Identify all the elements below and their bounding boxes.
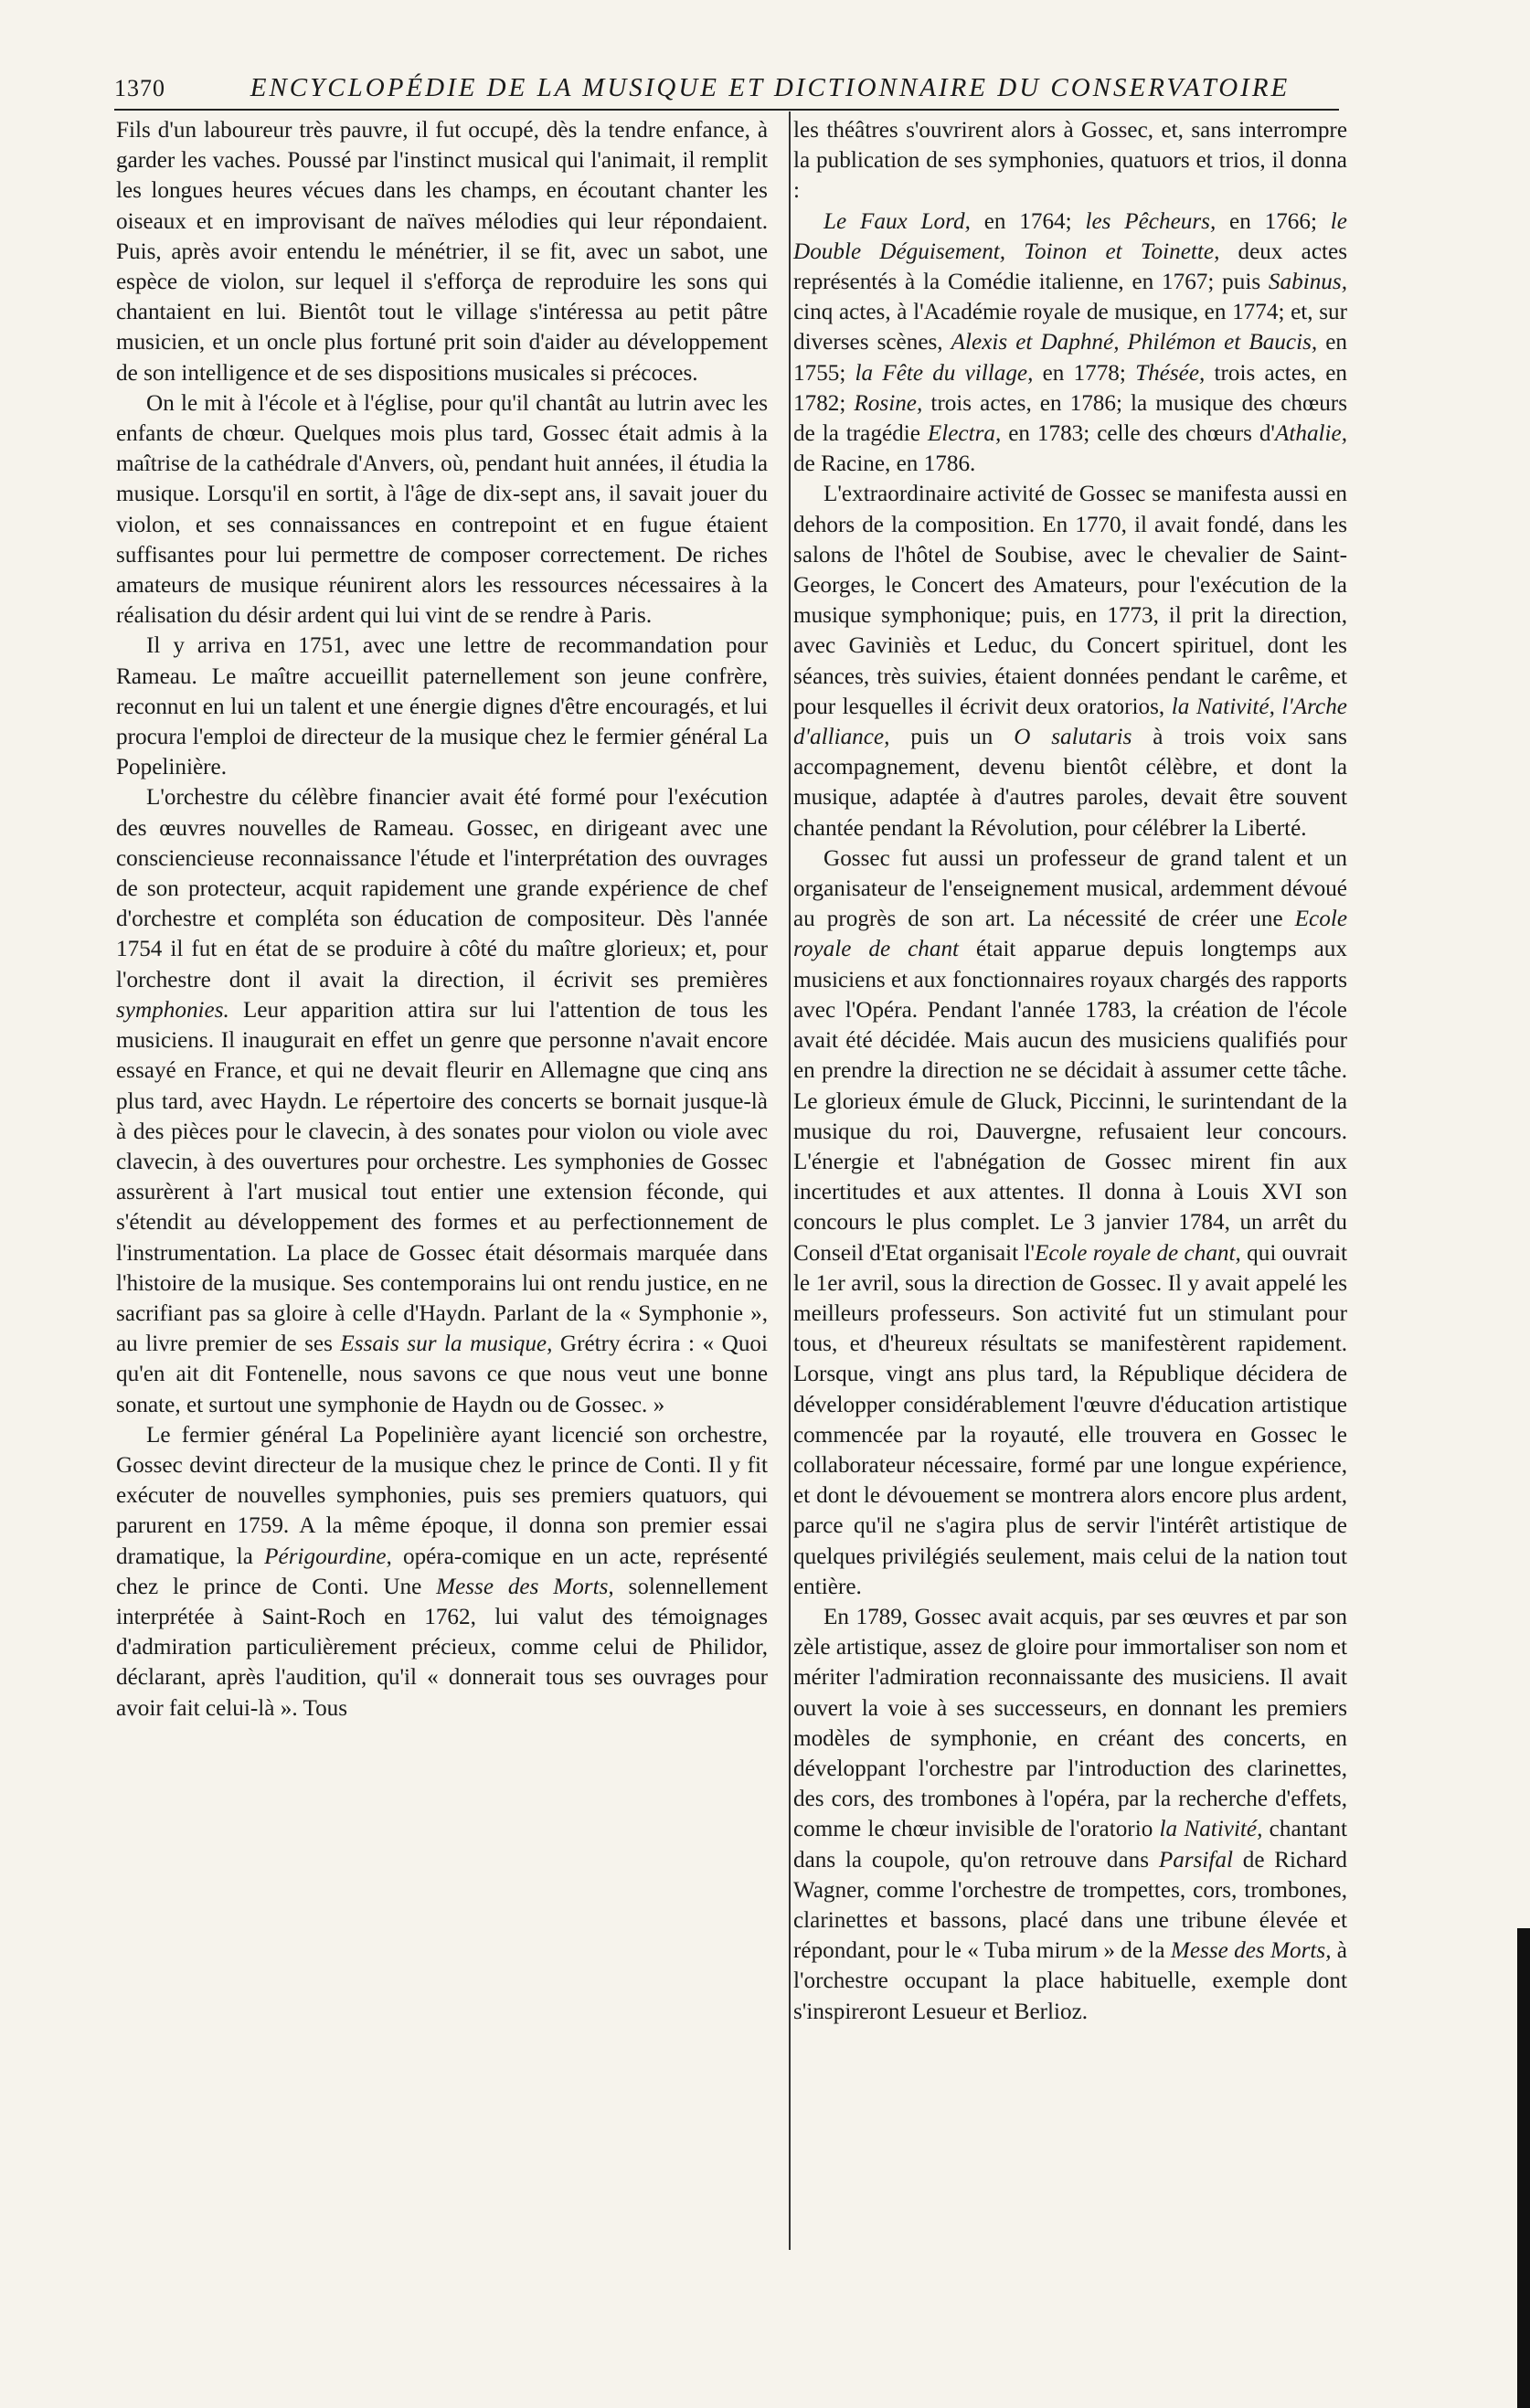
italic-title: Messe des Morts, (1170, 1938, 1332, 1964)
paragraph: On le mit à l'école et à l'église, pour qu'il chantât au lutrin avec les enfants de chœur. Quelques mois plus tard, Gossec était admis à la maîtrise de la cathédrale d'Anvers, où, pendant huit années, il étudia la musique. Lorsqu'il en sortit, à l'âge de dix-sept ans, il savait jouer du violon, et ses connaissances en contrepoint et en fugue étaient suffisantes pour lui permettre de composer correctement. De riches amateurs de musique réunirent alors les ressources nécessaires à la réalisation du désir ardent qui lui vint de se rendre à Paris. (116, 390, 768, 629)
italic-title: Rosine, (854, 390, 923, 416)
text-run: Gossec fut aussi un professeur de grand talent et un organisateur de l'enseignement musical, ardemment dévoué au progrès de son art. La nécessité de créer une (793, 845, 1347, 932)
column-divider (789, 111, 791, 2250)
text-run: de Racine, en 1786. (793, 451, 976, 477)
italic-title: Athalie, (1274, 421, 1348, 447)
italic-title: O salutaris (1014, 725, 1132, 750)
italic-title: Ecole royale de chant, (1035, 1240, 1241, 1266)
paragraph (116, 1420, 768, 1724)
text-run: qui ouvrait le 1er avril, sous la direction de Gossec. Il y avait appelé les meilleurs professeurs. Son activité fut un stimulant pour tous, et d'heureux résultats se manifestèrent rapidement. Lorsque, vingt ans plus tard, la République décidera de développer considérablement l'œuvre d'éducation artistique commencée par la royauté, elle trouvera en Gossec le collaborateur nécessaire, formé par une longue expérience, et dont le dévouement se montrera alors encore plus ardent, parce qu'il ne s'agira plus de servir l'intérêt artistique de quelques privilégiés seulement, mais celui de la nation tout entière. (793, 1240, 1347, 1599)
text-run: en 1766; (1216, 208, 1331, 234)
text-run: L'orchestre du célèbre financier avait été formé pour l'exécution des œuvres nouvelles de Rameau. Gossec, en dirigeant avec une consciencieuse reconnaissance l'étude et l'interprétation des ouvrages de son protecteur, acquit rapidement une grande expérience de chef d'orchestre et compléta son éducation de compositeur. Dès l'année 1754 il fut en état de se produire à côté du maître glorieux; et, pour l'orchestre dont il avait la direction, il écrivit ses premières (116, 785, 768, 992)
text-run: trois actes, en 1782; (793, 360, 1348, 416)
text-run: solennellement interprétée à Saint-Roch en 1762, lui valut des témoignages d'admiration particulièrement précieux, comme celui de Philidor, déclarant, après l'audition, qu'il « donnerait tous ses ouvrages pour avoir fait celui-là ». Tous (116, 1574, 768, 1721)
header-rule (114, 109, 1339, 111)
italic-title: les Pêcheurs, (1085, 208, 1217, 234)
text-run: en 1764; (970, 208, 1086, 234)
paragraph (793, 207, 1347, 480)
right-column (793, 115, 1347, 2027)
text-run: Le fermier général La Popelinière ayant licencié son orchestre, Gossec devint directeur de la musique chez le prince de Conti. Il y fit exécuter de nouvelles symphonies, puis ses premiers quatuors, qui parurent en 1759. A la même époque, il donna son premier essai dramatique, la (116, 1422, 768, 1569)
text-run: opéra-comique en un acte, représenté chez le prince de Conti. Une (116, 1543, 768, 1599)
paragraph: Fils d'un laboureur très pauvre, il fut occupé, dès la tendre enfance, à garder les vaches. Poussé par l'instinct musical qui l'animait, il remplit les longues heures vécues dans les champs, en écoutant chanter les oiseaux et en improvisant de naïves mélodies qui leur répondaient. Puis, après avoir entendu le ménétrier, il se fit, avec un sabot, une espèce de violon, sur lequel il s'efforça de reproduire les sons qui chantaient en lui. Bientôt tout le village s'intéressa au petit pâtre musicien, et un oncle plus fortuné prit soin d'aider au développement de son intelligence et de ses dispositions musicales si précoces. (116, 118, 768, 386)
text-run: en 1755; (793, 330, 1347, 386)
text-run: à trois voix sans accompagnement, devenu bientôt célèbre, et dont la musique, adaptée à d'autres paroles, devait être souvent chantée pendant la Révolution, pour célébrer la Liberté. (793, 725, 1347, 841)
italic-title: Parsifal (1158, 1847, 1233, 1872)
italic-title: le Double Déguisement, Toinon et Toinette, (793, 208, 1347, 264)
italic-title: Ecole royale de chant (793, 907, 1347, 962)
text-run: Grétry écrira : « Quoi qu'en ait dit Fontenelle, nous savons ce que nous veut une bonne sonate, et surtout une symphonie de Haydn ou de Gossec. » (116, 1331, 769, 1417)
text-run: deux actes représentés à la Comédie italienne, en 1767; puis (793, 239, 1347, 295)
italic-title: Electra, (927, 421, 1002, 447)
text-run: en 1783; celle des chœurs d' (1001, 421, 1275, 447)
text-run: En 1789, Gossec avait acquis, par ses œuvres et par son zèle artistique, assez de gloire pour immortaliser son nom et mériter l'admiration reconnaissante des musiciens. Il avait ouvert la voie à ses successeurs, en donnant les premiers modèles de symphonie, en créant des concerts, en développant l'orchestre par l'introduction des clarinettes, des cors, des trombones à l'opéra, par la recherche d'effets, comme le chœur invisible de l'oratorio (793, 1604, 1347, 1842)
italic-title: symphonies. (116, 997, 229, 1023)
italic-title: la Nativité, (1159, 1817, 1263, 1842)
italic-title: la Nativité, l'Arche d'alliance, (793, 694, 1347, 750)
text-run: Leur apparition attira sur lui l'attention de tous les musiciens. Il inaugurait en effet un genre que personne n'avait encore essayé en France, et qui ne devait fleurir en Allemagne que cinq ans plus tard, avec Haydn. Le répertoire des concerts se bornait jusque-là à des pièces pour le clavecin, à des sonates pour violon ou viole avec clavecin, à des ouvertures pour orchestre. Les symphonies de Gossec assurèrent à l'art musical tout entier une extension féconde, qui s'étendit au développement des formes et au perfectionnement de l'instrumentation. La place de Gossec était désormais marquée dans l'histoire de la musique. Ses contemporains lui ont rendu justice, en ne sacrifiant pas sa gloire à celle d'Haydn. Parlant de la « Symphonie », au livre premier de ses (116, 997, 768, 1357)
text-run: chantant dans la coupole, qu'on retrouve dans (793, 1817, 1347, 1872)
running-head: ENCYCLOPÉDIE DE LA MUSIQUE ET DICTIONNAIRE DU CONSERVATOIRE (250, 73, 1291, 102)
italic-title: la Fête du village, (855, 360, 1034, 386)
text-run: puis un (889, 725, 1015, 750)
text-run: L'extraordinaire activité de Gossec se manifesta aussi en dehors de la composition. En 1770, il avait fondé, dans les salons de l'hôtel de Soubise, avec le chevalier de Saint-Georges, le Concert des Amateurs, pour l'exécution de la musique symphonique; puis, en 1773, il prit la direction, avec Gaviniès et Leduc, du Concert spirituel, dont les séances, très suivies, étaient données pendant le carême, et pour lesquelles il écrivit deux oratorios, (793, 482, 1347, 719)
paragraph (793, 1602, 1347, 2027)
text-run: de Richard Wagner, comme l'orchestre de trompettes, cors, trombones, clarinettes et bassons, placé dans une tribune élevée et répondant, pour le « Tuba mirum » de la (793, 1847, 1347, 1964)
italic-title: Messe des Morts, (436, 1574, 614, 1599)
italic-title: Essais sur la musique, (340, 1331, 553, 1357)
text-run: trois actes, en 1786; la musique des chœurs de la tragédie (793, 390, 1347, 447)
paragraph: les théâtres s'ouvrirent alors à Gossec, et, sans interrompre la publication de ses symphonies, quatuors et trios, il donna : (793, 118, 1347, 204)
italic-title: Sabinus, (1268, 270, 1347, 295)
page-header (114, 73, 1339, 108)
italic-title: Alexis et Daphné, Philémon et Baucis, (951, 330, 1318, 355)
text-run: en 1778; (1033, 360, 1136, 386)
italic-title: Thésée, (1135, 360, 1206, 386)
page-number: 1370 (114, 75, 165, 101)
text-run: cinq actes, à l'Académie royale de musique, en 1774; et, sur diverses scènes, (793, 300, 1347, 355)
binding-edge (1517, 1928, 1530, 2408)
italic-title: Périgourdine, (264, 1543, 392, 1569)
paragraph (793, 479, 1347, 843)
text-run: à l'orchestre occupant la place habituelle, exemple dont s'inspireront Lesueur et Berlioz. (793, 1938, 1347, 2024)
paragraph: Il y arriva en 1751, avec une lettre de recommandation pour Rameau. Le maître accueillit paternellement son jeune confrère, reconnut en lui un talent et une énergie dignes d'être encouragés, et lui procura l'emploi de directeur de la musique chez le fermier général La Popelinière. (116, 633, 768, 780)
paragraph (793, 843, 1347, 1602)
italic-title: Le Faux Lord, (823, 208, 971, 234)
text-run: était apparue depuis longtemps aux musiciens et aux fonctionnaires royaux chargés des rapports avec l'Opéra. Pendant l'année 1783, la création de l'école avait été décidée. Mais aucun des musiciens qualifiés pour en prendre la direction ne se décidait à assumer cette tâche. Le glorieux émule de Gluck, Piccinni, le surintendant de la musique du roi, Dauvergne, refusaient leur concours. L'énergie et l'abnégation de Gossec mirent fin aux incertitudes et aux attentes. Il donna à Louis XVI son concours le plus complet. Le 3 janvier 1784, un arrêt du Conseil d'Etat organisait l' (793, 937, 1347, 1266)
paragraph (116, 782, 768, 1419)
left-column (116, 115, 768, 1724)
